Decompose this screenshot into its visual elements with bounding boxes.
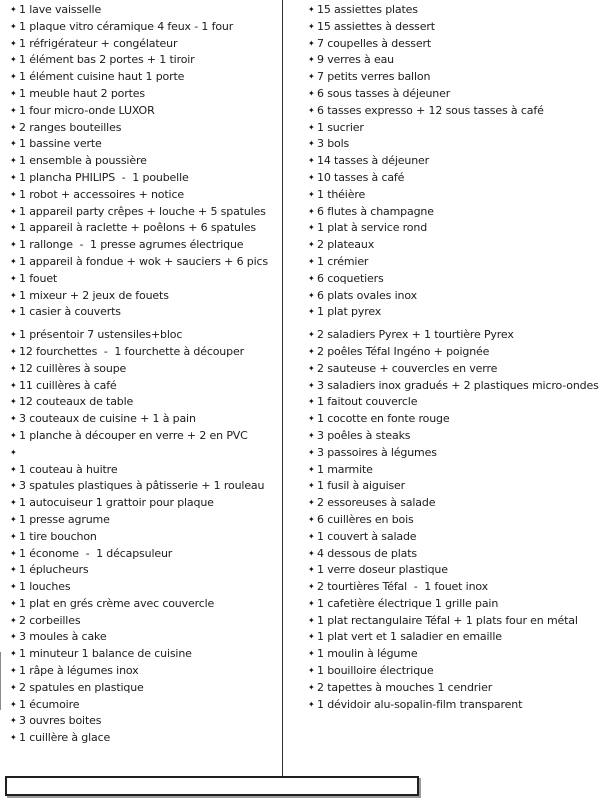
inventory-column-left (10, 2, 282, 747)
list-item (10, 697, 282, 714)
bullet-icon: ✦ (308, 582, 315, 592)
bullet-icon: ✦ (308, 105, 315, 115)
item-text: 1 couteau à huitre (19, 462, 118, 476)
bullet-icon: ✦ (10, 514, 17, 524)
list-item (10, 52, 282, 69)
bullet-icon: ✦ (10, 733, 17, 743)
item-text: 1 râpe à légumes inox (19, 664, 139, 678)
item-text: 1 cuillère à glace (19, 731, 111, 745)
item-text: 3 ouvres boites (19, 714, 102, 728)
list-item (10, 19, 282, 36)
list-item (10, 271, 282, 288)
list-item (308, 2, 614, 19)
bullet-icon: ✦ (10, 122, 17, 132)
list-item (10, 327, 282, 344)
bullet-icon: ✦ (10, 380, 17, 390)
item-text: 6 plats ovales inox (317, 288, 417, 302)
item-text: 1 élément bas 2 portes + 1 tiroir (19, 53, 195, 67)
list-item (10, 680, 282, 697)
item-text: 2 ranges bouteilles (19, 120, 122, 134)
list-item (10, 512, 282, 529)
inventory-column-right (308, 2, 614, 713)
list-item (308, 562, 614, 579)
item-text: 3 passoires à légumes (317, 445, 437, 459)
bullet-icon: ✦ (308, 565, 315, 575)
item-text: 7 petits verres ballon (317, 70, 431, 84)
item-text: 1 fusil à aiguiser (317, 479, 406, 493)
bullet-icon: ✦ (10, 414, 17, 424)
list-item (10, 646, 282, 663)
bullet-icon: ✦ (308, 498, 315, 508)
item-text: 6 sous tasses à déjeuner (317, 86, 451, 100)
list-item (308, 378, 614, 395)
bullet-icon: ✦ (10, 682, 17, 692)
bullet-icon: ✦ (308, 447, 315, 457)
bullet-icon: ✦ (10, 189, 17, 199)
list-item (308, 52, 614, 69)
item-text: 1 plat pyrex (317, 305, 382, 319)
bullet-icon: ✦ (10, 666, 17, 676)
bullet-icon: ✦ (10, 363, 17, 373)
item-text: 2 plateaux (317, 238, 375, 252)
bullet-icon: ✦ (308, 88, 315, 98)
item-text: 2 saladiers Pyrex + 1 tourtière Pyrex (317, 328, 514, 342)
bullet-icon: ✦ (10, 632, 17, 642)
bullet-icon: ✦ (10, 699, 17, 709)
item-text: 14 tasses à déjeuner (317, 154, 430, 168)
item-text: 1 éplucheurs (19, 563, 89, 577)
list-item (308, 271, 614, 288)
item-text: 1 lave vaisselle (19, 3, 102, 16)
bullet-icon: ✦ (10, 598, 17, 608)
bullet-icon: ✦ (308, 615, 315, 625)
item-text: 1 casier à couverts (19, 305, 121, 319)
column-separator-line (282, 0, 283, 777)
item-text: 1 dévidoir alu-sopalin-film transparent (317, 697, 523, 711)
item-text: 2 tapettes à mouches 1 cendrier (317, 680, 493, 694)
list-item (308, 697, 614, 714)
item-group (308, 327, 614, 713)
list-item (10, 579, 282, 596)
bullet-icon: ✦ (10, 397, 17, 407)
item-text: 1 écumoire (19, 697, 80, 711)
list-item (308, 304, 614, 321)
bullet-icon: ✦ (308, 682, 315, 692)
empty-footer-box (5, 776, 419, 796)
item-text: 12 cuillères à soupe (19, 361, 127, 375)
item-text: 1 appareil à fondue + wok + sauciers + 6 pics (19, 254, 268, 268)
item-text: 2 tourtières Téfal - 1 fouet inox (317, 580, 489, 594)
bullet-icon: ✦ (308, 307, 315, 317)
item-text: 1 bassine verte (19, 137, 102, 151)
list-item (10, 378, 282, 395)
bullet-icon: ✦ (308, 649, 315, 659)
list-item (308, 237, 614, 254)
item-text: 1 marmite (317, 462, 373, 476)
list-item (308, 445, 614, 462)
bullet-icon: ✦ (10, 21, 17, 31)
bullet-icon: ✦ (308, 139, 315, 149)
bullet-icon: ✦ (10, 330, 17, 340)
item-text: 1 appareil party crêpes + louche + 5 spatules (19, 204, 266, 218)
item-text: 1 mixeur + 2 jeux de fouets (19, 288, 169, 302)
list-item (308, 36, 614, 53)
bullet-icon: ✦ (10, 548, 17, 558)
list-item (10, 36, 282, 53)
item-text: 1 économe - 1 décapsuleur (19, 546, 173, 560)
bullet-icon: ✦ (308, 481, 315, 491)
item-text: 3 saladiers inox gradués + 2 plastiques micro-ondes (317, 378, 599, 392)
list-item (308, 344, 614, 361)
list-item (10, 428, 282, 445)
list-item (10, 596, 282, 613)
list-item (308, 220, 614, 237)
item-text: 1 rallonge - 1 presse agrumes électrique (19, 238, 244, 252)
item-text: 9 verres à eau (317, 53, 394, 67)
item-text: 1 ensemble à poussière (19, 154, 147, 168)
item-text: 6 tasses expresso + 12 sous tasses à café (317, 103, 544, 117)
bullet-icon: ✦ (308, 666, 315, 676)
item-text: 3 moules à cake (19, 630, 107, 644)
bullet-icon: ✦ (308, 397, 315, 407)
list-item (308, 546, 614, 563)
item-text: 3 poêles à steaks (317, 428, 411, 442)
bullet-icon: ✦ (308, 223, 315, 233)
item-text: 1 fouet (19, 271, 58, 285)
item-text: 1 faitout couvercle (317, 395, 418, 409)
item-text: 4 dessous de plats (317, 546, 418, 560)
bullet-icon: ✦ (308, 290, 315, 300)
bullet-icon: ✦ (308, 430, 315, 440)
list-item (308, 69, 614, 86)
item-text: 7 coupelles à dessert (317, 36, 432, 50)
item-text: 1 louches (19, 580, 71, 594)
item-text: 1 cafetière électrique 1 grille pain (317, 596, 499, 610)
bullet-icon: ✦ (10, 55, 17, 65)
item-text: 1 autocuiseur 1 grattoir pour plaque (19, 496, 214, 510)
list-item (10, 730, 282, 747)
item-text: 1 réfrigérateur + congélateur (19, 36, 178, 50)
list-item (10, 220, 282, 237)
list-item (10, 288, 282, 305)
item-text: 1 tire bouchon (19, 529, 97, 543)
bullet-icon: ✦ (308, 380, 315, 390)
bullet-icon: ✦ (308, 172, 315, 182)
bullet-icon: ✦ (10, 290, 17, 300)
bullet-icon: ✦ (308, 330, 315, 340)
bullet-icon: ✦ (308, 206, 315, 216)
list-item (308, 288, 614, 305)
list-item (10, 86, 282, 103)
list-item (308, 478, 614, 495)
list-item (308, 103, 614, 120)
bullet-icon: ✦ (308, 699, 315, 709)
bullet-icon: ✦ (10, 430, 17, 440)
list-item (308, 153, 614, 170)
item-text: 1 plat vert et 1 saladier en emaille (317, 630, 502, 644)
list-item (308, 204, 614, 221)
item-text: 1 cocotte en fonte rouge (317, 412, 450, 426)
item-group (10, 2, 282, 321)
item-text: 1 appareil à raclette + poêlons + 6 spatules (19, 221, 256, 235)
list-item (10, 562, 282, 579)
list-item (10, 120, 282, 137)
list-item (308, 170, 614, 187)
bullet-icon: ✦ (10, 223, 17, 233)
bullet-icon: ✦ (10, 156, 17, 166)
item-text: 1 planche à découper en verre + 2 en PVC (19, 428, 248, 442)
bullet-icon: ✦ (10, 105, 17, 115)
bullet-icon: ✦ (10, 139, 17, 149)
item-group (10, 327, 282, 747)
bullet-icon: ✦ (10, 273, 17, 283)
list-item (10, 237, 282, 254)
item-text: 10 tasses à café (317, 170, 405, 184)
bullet-icon: ✦ (308, 72, 315, 82)
list-item (10, 344, 282, 361)
bullet-icon: ✦ (10, 206, 17, 216)
bullet-icon: ✦ (308, 363, 315, 373)
bullet-icon: ✦ (10, 172, 17, 182)
list-item (10, 613, 282, 630)
item-text: 2 essoreuses à salade (317, 496, 436, 510)
item-text: 6 coquetiers (317, 271, 384, 285)
bullet-icon: ✦ (10, 565, 17, 575)
list-item (308, 495, 614, 512)
item-text: 1 élément cuisine haut 1 porte (19, 70, 185, 84)
bullet-icon: ✦ (10, 649, 17, 659)
list-item (10, 546, 282, 563)
list-item (308, 254, 614, 271)
item-text: 6 cuillères en bois (317, 512, 414, 526)
bullet-icon: ✦ (10, 582, 17, 592)
item-text: 1 moulin à légume (317, 647, 418, 661)
item-text: 3 couteaux de cuisine + 1 à pain (19, 412, 196, 426)
item-text: 1 bouilloire électrique (317, 664, 434, 678)
list-item (10, 361, 282, 378)
bullet-icon: ✦ (10, 5, 17, 14)
item-text: 2 poêles Téfal Ingéno + poignée (317, 344, 490, 358)
list-item (308, 646, 614, 663)
list-item (10, 136, 282, 153)
item-text: 2 corbeilles (19, 613, 81, 627)
item-text: 2 sauteuse + couvercles en verre (317, 361, 498, 375)
list-item (308, 411, 614, 428)
bullet-icon: ✦ (308, 256, 315, 266)
bullet-icon: ✦ (10, 498, 17, 508)
item-text: 11 cuillères à café (19, 378, 117, 392)
bullet-icon: ✦ (308, 38, 315, 48)
bullet-icon: ✦ (308, 273, 315, 283)
list-item (10, 204, 282, 221)
list-item (10, 394, 282, 411)
list-item (308, 19, 614, 36)
bullet-icon: ✦ (10, 346, 17, 356)
item-text: 1 plat en grés crème avec couvercle (19, 596, 215, 610)
bullet-icon: ✦ (308, 55, 315, 65)
list-item (308, 629, 614, 646)
list-item (10, 462, 282, 479)
item-text: 12 fourchettes - 1 fourchette à découper (19, 344, 244, 358)
page-edge-mark (0, 652, 1, 710)
bullet-icon: ✦ (308, 598, 315, 608)
bullet-icon: ✦ (308, 414, 315, 424)
bullet-icon: ✦ (10, 307, 17, 317)
bullet-icon: ✦ (10, 464, 17, 474)
item-text: 1 plat à service rond (317, 221, 428, 235)
bullet-icon: ✦ (308, 189, 315, 199)
item-text: 1 robot + accessoires + notice (19, 187, 184, 201)
item-text: 1 verre doseur plastique (317, 563, 448, 577)
bullet-icon: ✦ (308, 514, 315, 524)
bullet-icon: ✦ (10, 447, 17, 457)
list-item (308, 579, 614, 596)
bullet-icon: ✦ (308, 531, 315, 541)
list-item (10, 254, 282, 271)
list-item (10, 153, 282, 170)
bullet-icon: ✦ (308, 21, 315, 31)
list-item (10, 663, 282, 680)
list-item (10, 304, 282, 321)
list-item (10, 478, 282, 495)
bullet-icon: ✦ (10, 256, 17, 266)
item-text: 1 théière (317, 187, 366, 201)
list-item (308, 428, 614, 445)
item-text: 1 présentoir 7 ustensiles+bloc (19, 328, 183, 342)
bullet-icon: ✦ (308, 5, 315, 14)
bullet-icon: ✦ (308, 156, 315, 166)
bullet-icon: ✦ (10, 531, 17, 541)
list-item (308, 136, 614, 153)
list-item (10, 69, 282, 86)
list-item (308, 86, 614, 103)
bullet-icon: ✦ (10, 88, 17, 98)
list-item (10, 629, 282, 646)
list-item (10, 529, 282, 546)
list-item (308, 529, 614, 546)
item-text: 1 presse agrume (19, 512, 110, 526)
item-text: 1 plat rectangulaire Téfal + 1 plats four en métal (317, 613, 578, 627)
item-text: 2 spatules en plastique (19, 680, 144, 694)
item-text: 1 minuteur 1 balance de cuisine (19, 647, 192, 661)
item-group (308, 2, 614, 321)
list-item (308, 462, 614, 479)
list-item (10, 411, 282, 428)
item-text: 1 plancha PHILIPS - 1 poubelle (19, 170, 189, 184)
list-item (10, 713, 282, 730)
list-item (308, 512, 614, 529)
bullet-icon: ✦ (10, 240, 17, 250)
bullet-icon: ✦ (10, 72, 17, 82)
list-item (308, 596, 614, 613)
bullet-icon: ✦ (10, 615, 17, 625)
bullet-icon: ✦ (10, 716, 17, 726)
list-item (308, 394, 614, 411)
list-item (308, 187, 614, 204)
item-text: 1 couvert à salade (317, 529, 417, 543)
list-item (10, 187, 282, 204)
bullet-icon: ✦ (10, 38, 17, 48)
item-text: 1 crémier (317, 254, 369, 268)
item-text: 1 plaque vitro céramique 4 feux - 1 four (19, 19, 234, 33)
item-text: 1 meuble haut 2 portes (19, 86, 145, 100)
list-item (308, 327, 614, 344)
list-item (10, 495, 282, 512)
bullet-icon: ✦ (308, 464, 315, 474)
bullet-icon: ✦ (308, 346, 315, 356)
list-item (308, 120, 614, 137)
list-item (10, 2, 282, 19)
list-item (10, 103, 282, 120)
list-item (10, 170, 282, 187)
list-item (308, 680, 614, 697)
item-text: 1 four micro-onde LUXOR (19, 103, 155, 117)
item-text: 15 assiettes plates (317, 3, 418, 16)
item-text: 3 spatules plastiques à pâtisserie + 1 rouleau (19, 479, 265, 493)
list-item (10, 445, 282, 462)
bullet-icon: ✦ (10, 481, 17, 491)
item-text: 6 flutes à champagne (317, 204, 434, 218)
item-text: 1 sucrier (317, 120, 364, 134)
bullet-icon: ✦ (308, 548, 315, 558)
item-text: 15 assiettes à dessert (317, 19, 435, 33)
bullet-icon: ✦ (308, 632, 315, 642)
list-item (308, 663, 614, 680)
list-item (308, 613, 614, 630)
bullet-icon: ✦ (308, 122, 315, 132)
item-text: 3 bols (317, 137, 350, 151)
list-item (308, 361, 614, 378)
bullet-icon: ✦ (308, 240, 315, 250)
item-text: 12 couteaux de table (19, 395, 134, 409)
